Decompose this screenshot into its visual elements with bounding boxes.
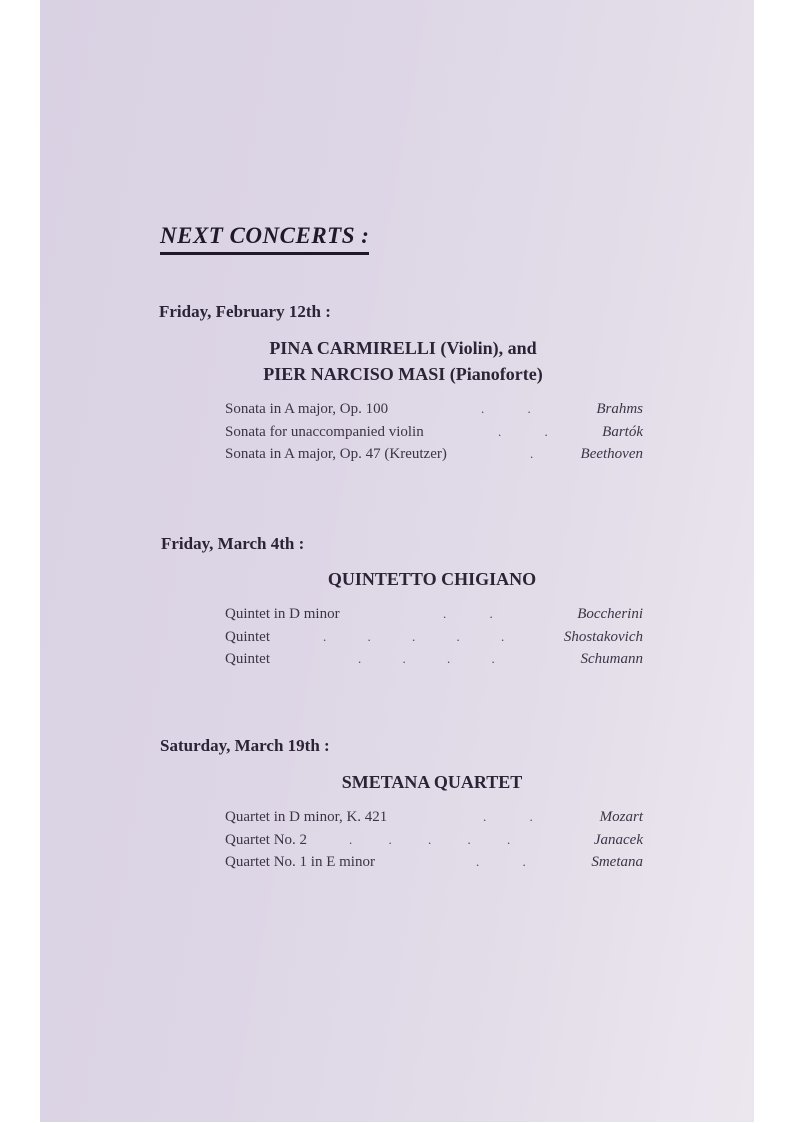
leader-dots: . . (481, 401, 531, 416)
program-item (225, 421, 643, 444)
leader-dots: . . (483, 809, 533, 824)
program-item (225, 851, 643, 874)
leader-dots: . . (476, 854, 526, 869)
composer-name: Boccherini (577, 606, 643, 622)
composer-name: Shostakovich (563, 628, 643, 645)
work-title: Quartet in D minor, K. 421 (225, 809, 388, 825)
work-title: Sonata for unaccompanied violin (225, 423, 424, 440)
program-item (225, 626, 643, 649)
concert-date: Friday, February 12th : (159, 302, 331, 321)
leader-dots: . . . . (358, 651, 495, 666)
work-title: Quintet (225, 628, 270, 645)
leader-dots: . (530, 446, 534, 461)
work-title: Quintet in D minor (225, 606, 340, 622)
work-title: Sonata in A major, Op. 47 (Kreutzer) (225, 446, 447, 462)
composer-name: Bartók (602, 423, 643, 440)
program-item (225, 829, 643, 852)
performer-name: PIER NARCISO MASI (Pianoforte) (263, 364, 543, 384)
performer-name: QUINTETTO CHIGIANO (327, 569, 537, 589)
work-title: Sonata in A major, Op. 100 (225, 401, 389, 417)
leader-dots: . . . . . (323, 628, 505, 644)
program-list (225, 398, 643, 466)
concert-date: Friday, March 4th : (161, 534, 305, 553)
performer-name: SMETANA QUARTET (341, 772, 523, 792)
performer-name: PINA CARMIRELLI (Violin), and (269, 338, 537, 358)
program-item (225, 806, 643, 829)
composer-name: Beethoven (580, 446, 643, 462)
composer-name: Janacek (593, 831, 643, 848)
program-item (225, 443, 643, 466)
work-title: Quartet No. 2 (225, 831, 308, 848)
work-title: Quintet (225, 651, 270, 667)
program-item (225, 603, 643, 626)
composer-name: Smetana (591, 854, 643, 870)
composer-name: Mozart (599, 809, 643, 825)
composer-name: Schumann (580, 651, 643, 667)
page-title: NEXT CONCERTS : (160, 222, 369, 255)
leader-dots: . . (498, 423, 548, 439)
leader-dots: . . (443, 606, 493, 621)
program-list (225, 603, 643, 671)
work-title: Quartet No. 1 in E minor (225, 854, 375, 870)
concert-date: Saturday, March 19th : (160, 736, 330, 755)
program-list (225, 806, 643, 874)
concert-programme-page (40, 0, 754, 1122)
program-item (225, 398, 643, 421)
program-item (225, 648, 643, 671)
composer-name: Brahms (596, 401, 643, 417)
leader-dots: . . . . . (349, 831, 511, 847)
